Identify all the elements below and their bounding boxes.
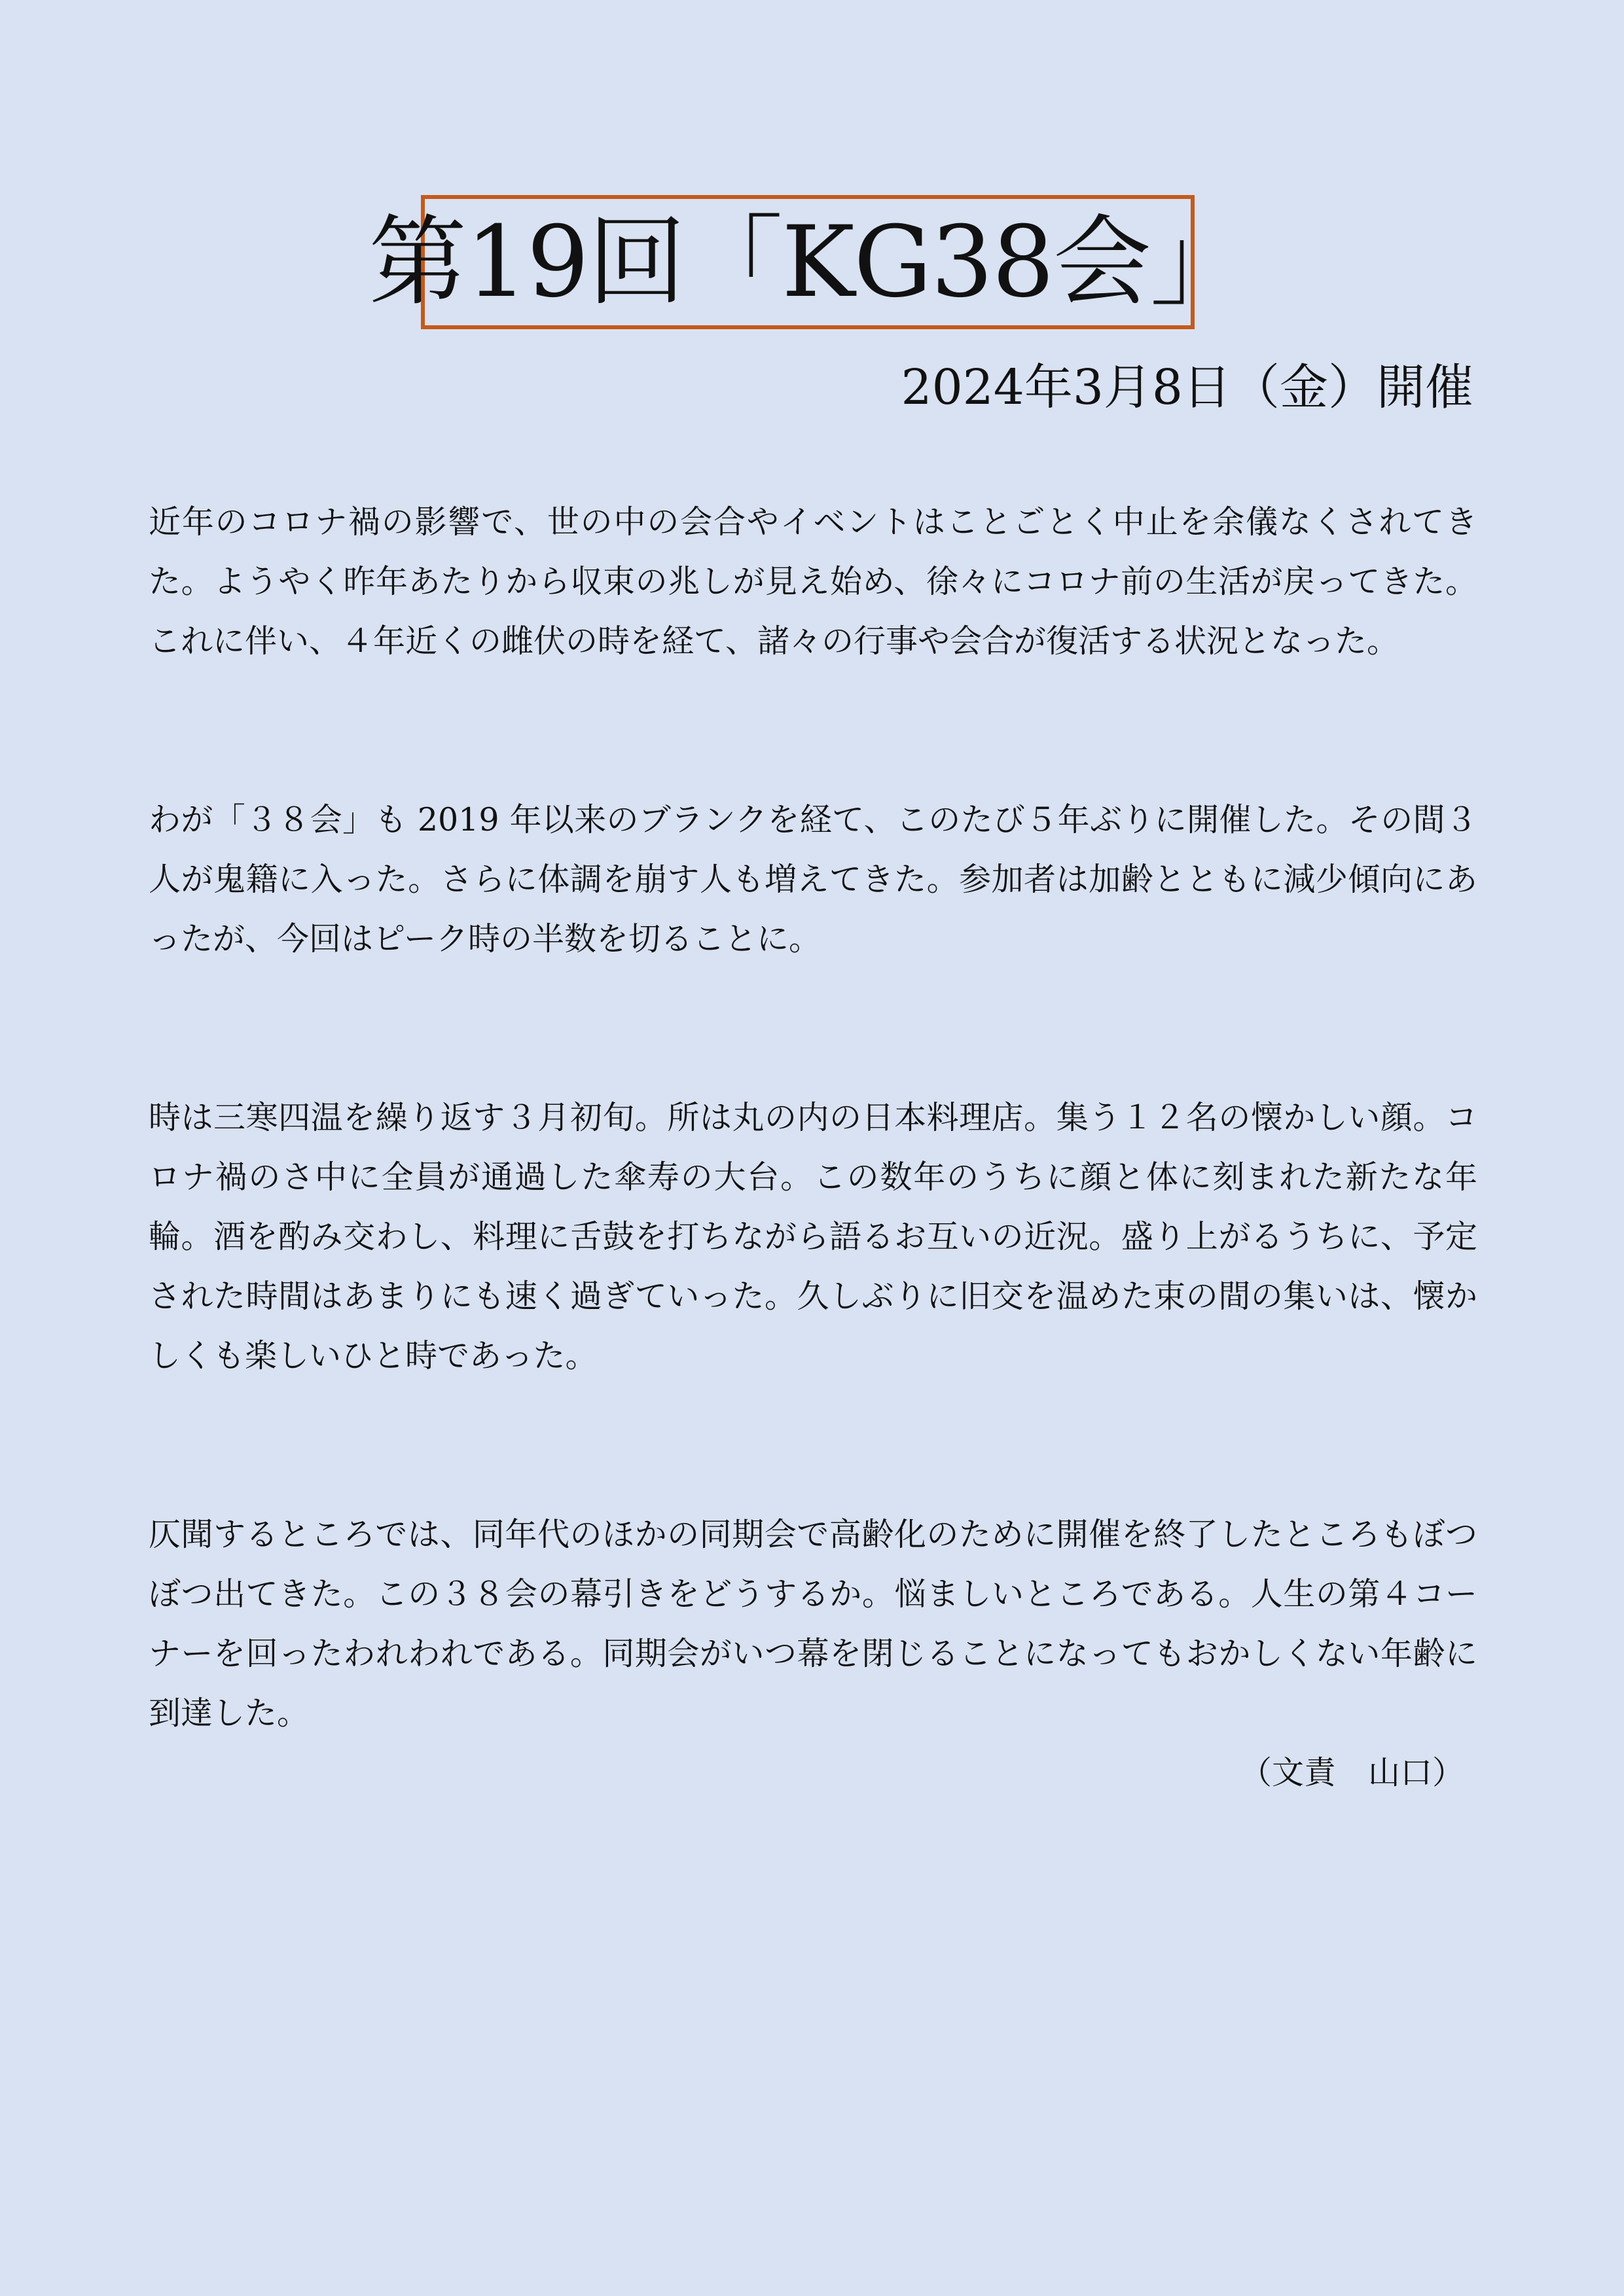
title-frame	[369, 195, 1247, 329]
paragraph-3: 時は三寒四温を繰り返す３月初旬。所は丸の内の日本料理店。集う１２名の懐かしい顔。コロナ禍のさ中に全員が通過した傘寿の大台。この数年のうちに顔と体に刻まれた新たな年輪。酒を酌み交わし、料理に舌鼓を打ちながら語るお互いの近況。盛り上がるうちに、予定された時間はあまりにも速く過ぎていった。久しぶりに旧交を温めた束の間の集いは、懐かしくも楽しいひと時であった。	[149, 1099, 1477, 1374]
page-title: 第19回「KG38会」	[369, 205, 1247, 319]
paragraph-4: 仄聞するところでは、同年代のほかの同期会で高齢化のために開催を終了したところもぼつぼつ出てきた。この３８会の幕引きをどうするか。悩ましいところである。人生の第４コーナーを回ったわれわれである。同期会がいつ幕を閉じることになってもおかしくない年齢に到達した。	[149, 1516, 1477, 1732]
paragraph-1: 近年のコロナ禍の影響で、世の中の会合やイベントはことごとく中止を余儀なくされてきた。ようやく昨年あたりから収束の兆しが見え始め、徐々にコロナ前の生活が戻ってきた。これに伴い、４年近くの雌伏の時を経て、諸々の行事や会合が復活する状況となった。	[149, 503, 1477, 660]
author-signature: （文責 山口）	[1239, 1754, 1464, 1791]
paragraph-2: わが「３８会」も 2019 年以来のブランクを経て、このたび５年ぶりに開催した。その間３人が鬼籍に入った。さらに体調を崩す人も増えてきた。参加者は加齢とともに減少傾向にあったが、今回はピーク時の半数を切ることに。	[149, 801, 1477, 958]
article-body	[149, 492, 1477, 1803]
event-date: 2024年3月8日（金）開催	[901, 359, 1473, 416]
